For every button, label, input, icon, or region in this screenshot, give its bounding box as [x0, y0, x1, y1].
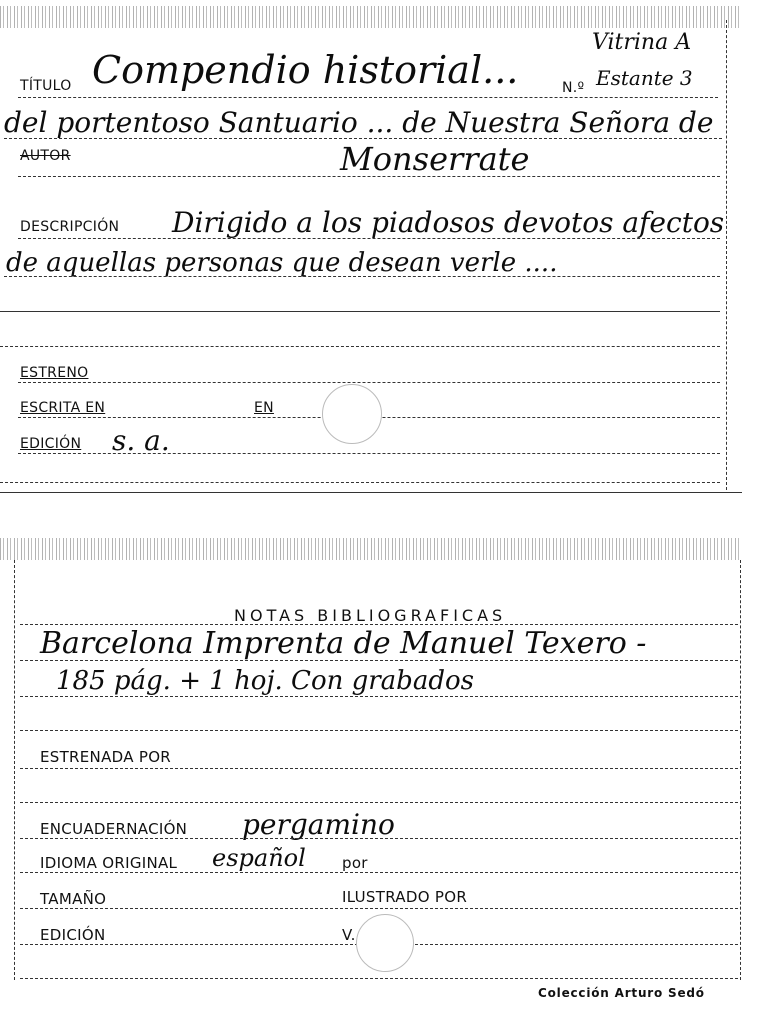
notas-rule-2 — [20, 696, 738, 697]
notas-line-2: 185 pág. + 1 hoj. Con grabados — [56, 666, 474, 696]
notas-line-1: Barcelona Imprenta de Manuel Texero - — [40, 626, 647, 661]
punch-hole-top — [322, 384, 382, 444]
catalog-card-bottom — [0, 530, 742, 1028]
blank-line-4 — [20, 978, 738, 979]
blank-line-3 — [20, 802, 738, 803]
notas-line-0 — [20, 624, 738, 625]
descripcion-line-2 — [4, 276, 720, 277]
titulo-continuation: del portentoso Santuario ... de Nuestra Señora de — [4, 106, 714, 139]
scan-noise-bottom — [0, 538, 742, 560]
edicion-label: EDICIÓN — [20, 436, 82, 452]
idioma-label: IDIOMA ORIGINAL — [40, 854, 178, 872]
vitrina-value: Vitrina A — [592, 30, 692, 55]
notas-rule-3 — [20, 730, 738, 731]
notas-title: NOTAS BIBLIOGRAFICAS — [234, 606, 507, 625]
titulo-line — [18, 97, 718, 98]
v-label: V. — [342, 926, 356, 944]
catalog-card-top — [0, 0, 742, 495]
encuadernacion-line — [20, 838, 738, 839]
coleccion-credit: Colección Arturo Sedó — [538, 986, 705, 1000]
estrenada-label: ESTRENADA POR — [40, 748, 172, 766]
edicion-value: s. a. — [112, 424, 170, 457]
notas-rule-1 — [20, 660, 738, 661]
idioma-value: español — [212, 844, 306, 872]
escrita-label: ESCRITA EN — [20, 400, 106, 416]
por-label: por — [342, 854, 368, 872]
scan-noise-top — [0, 6, 742, 28]
estreno-label: ESTRENO — [20, 365, 89, 381]
card-left-edge — [14, 560, 15, 980]
edicion-label-2: EDICIÓN — [40, 926, 106, 944]
blank-line-1 — [0, 311, 720, 312]
encuadernacion-label: ENCUADERNACIÓN — [40, 820, 188, 838]
estrenada-line — [20, 768, 738, 769]
tamano-line — [20, 908, 738, 909]
punch-hole-bottom — [356, 914, 414, 972]
autor-label: AUTOR — [20, 148, 71, 164]
encuadernacion-value: pergamino — [242, 808, 395, 841]
estreno-line — [18, 382, 720, 383]
idioma-line — [20, 872, 738, 873]
edicion-line — [18, 453, 720, 454]
tamano-label: TAMAÑO — [40, 890, 107, 908]
titulo-label: TÍTULO — [20, 78, 72, 94]
descripcion-line-1 — [18, 238, 720, 239]
descripcion-value-1: Dirigido a los piadosos devotos afectos — [172, 206, 725, 239]
estante-value: Estante 3 — [596, 66, 693, 90]
ilustrado-label: ILUSTRADO POR — [342, 888, 468, 906]
descripcion-label: DESCRIPCIÓN — [20, 219, 120, 235]
autor-line — [18, 176, 720, 177]
bottom-line — [0, 482, 720, 483]
blank-line-2 — [0, 346, 720, 347]
card-right-edge-2 — [740, 560, 741, 980]
numero-label: N.º — [562, 80, 585, 96]
autor-value: Monserrate — [340, 140, 530, 178]
card-right-edge — [726, 20, 727, 490]
card-separator — [0, 492, 742, 493]
titulo-value: Compendio historial... — [92, 48, 519, 92]
en-label: EN — [254, 400, 274, 416]
descripcion-value-2: de aquellas personas que desean verle .... — [6, 248, 558, 278]
titulo-line-2 — [4, 138, 722, 139]
